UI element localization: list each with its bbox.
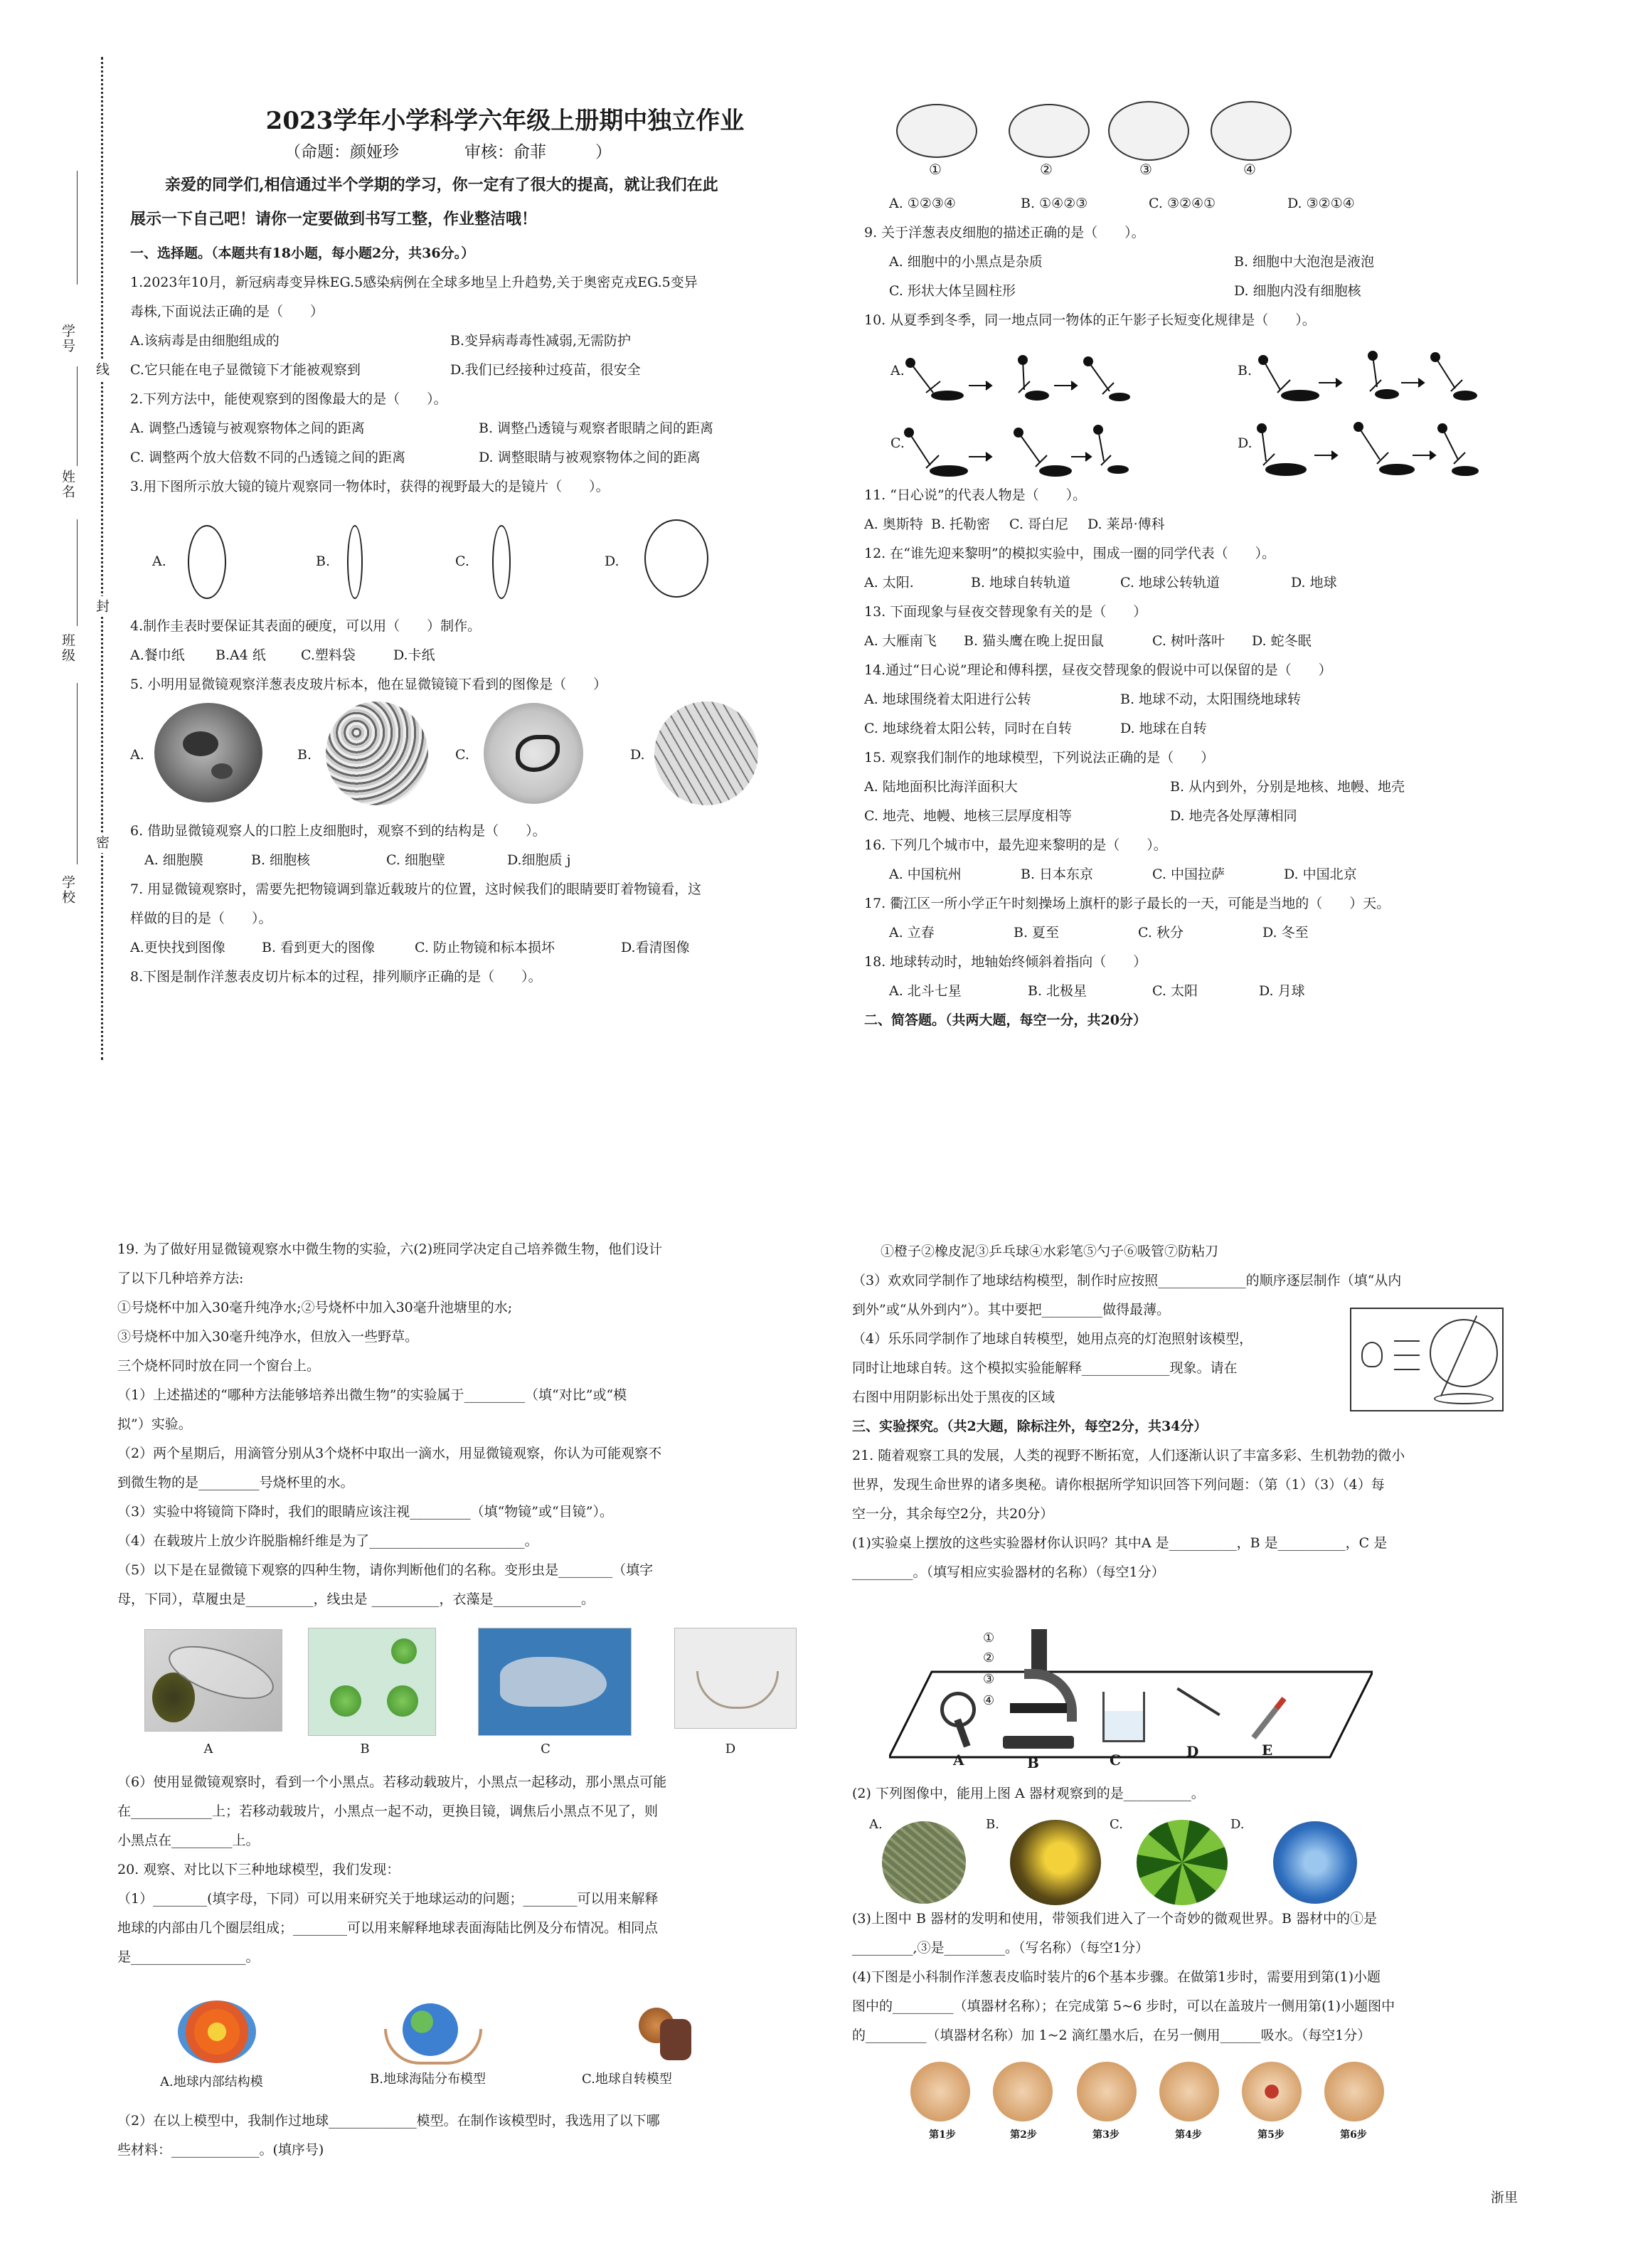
q20-part3-line-2: 到外”或“从外到内”）。其中要把_________做得最薄。 (852, 1302, 1171, 1318)
q19-tail-2: 在____________上；若移动载玻片，小黑点一起不动，更换目镜，调焦后小黑点不见了，则 (117, 1803, 659, 1819)
q17-stem: 17. 衢江区一所小学正午时刻操场上旗杆的影子最长的一天，可能是当地的（ ）天。 (864, 896, 1390, 911)
seal-text-secret: 密 (92, 832, 112, 853)
q9-options-row-1 (864, 248, 1504, 277)
school-field[interactable] (77, 683, 78, 864)
q1-options-row-1 (130, 327, 799, 356)
q13-options (864, 627, 1504, 656)
q10-label-c[interactable]: C. (890, 435, 905, 451)
q7-option-d[interactable]: D.看清图像 (621, 940, 690, 955)
q10-label-a[interactable]: A. (890, 363, 905, 378)
section1-heading: 一、选择题。（本题共有18小题，每小题2分，共36分。） (130, 245, 475, 261)
q15-options-row-2 (864, 802, 1504, 831)
q21-tail-4: 图中的_________（填器材名称）；在完成第 5~6 步时，可以在盖玻片一侧用第(1)小题图中 (852, 1998, 1395, 2014)
q3-label-b[interactable]: B. (316, 553, 331, 569)
q11-options (864, 510, 1504, 539)
q21-line-4: (1)实验桌上摆放的这些实验器材你认识吗？其中A 是__________，B 是__________，C 是 (852, 1535, 1388, 1551)
q18-option-a[interactable]: A. 北斗七星 (889, 983, 962, 999)
q1-option-b[interactable]: B.变异病毒毒性减弱,无需防护 (450, 333, 632, 349)
q20-tail-1: （2）在以上模型中，我制作过地球_____________模型。在制作该模型时，我选用了以下哪 (117, 2113, 660, 2129)
q14-options-row-1 (864, 685, 1504, 714)
q14-option-a[interactable]: A. 地球围绕着太阳进行公转 (864, 691, 1031, 707)
footer-mark: 浙里 (1491, 2190, 1519, 2205)
q20-tail-block (117, 2106, 800, 2164)
q6-option-b[interactable]: B. 细胞核 (251, 852, 311, 868)
student-id-field[interactable] (77, 171, 78, 285)
q18-option-b[interactable]: B. 北极星 (1028, 983, 1087, 999)
q19-line-4: ③号烧杯中加入30毫升纯净水，但放入一些野草。 (117, 1329, 419, 1345)
q15-stem: 15. 观察我们制作的地球模型，下列说法正确的是（ ） (864, 750, 1215, 765)
q20-line-4: 是_________________。 (117, 1949, 260, 1965)
q8-step-num-4: ④ (1243, 161, 1256, 178)
binding-dotted-line (101, 57, 103, 1060)
q15-option-a[interactable]: A. 陆地面积比海洋面积大 (864, 779, 1018, 795)
q1-stem-2: 毒株,下面说法正确的是（ ） (130, 304, 324, 319)
q11-option-d[interactable]: D. 莱昂·傅科 (1087, 516, 1165, 532)
page-authors: （命题：颜娅珍 审核：俞菲 ） (284, 143, 612, 161)
q21-tail-3: (4)下图是小科制作洋葱表皮临时装片的6个基本步骤。在做第1步时，需要用到第(1)小题 (852, 1969, 1381, 1985)
model-b-figure (384, 2001, 477, 2065)
lab-table-figure (889, 1615, 1373, 1771)
q7-stem-2: 样做的目的是（ ）。 (130, 911, 272, 926)
q16-stem: 16. 下列几个城市中，最先迎来黎明的是（ ）。 (864, 837, 1167, 853)
q19-line-9: 到微生物的是_________号烧杯里的水。 (117, 1475, 354, 1490)
q4-option-c[interactable]: C.塑料袋 (301, 647, 356, 663)
q19-tail-1: （6）使用显微镜观察时，看到一个小黑点。若移动载玻片，小黑点一起移动，那小黑点可能 (117, 1774, 667, 1790)
q7-option-b[interactable]: B. 看到更大的图像 (262, 940, 376, 955)
q9-options-row-2 (864, 277, 1504, 306)
q19-line-5: 三个烧杯同时放在同一个窗台上。 (117, 1358, 321, 1374)
q15-option-c[interactable]: C. 地壳、地幔、地核三层厚度相等 (864, 808, 1072, 824)
q21-img-label-a[interactable]: A. (869, 1817, 883, 1832)
q21-line-5: _________。（填写相应实验器材的名称）（每空1分） (852, 1564, 1165, 1580)
q5-label-c[interactable]: C. (455, 747, 469, 763)
q16-option-b[interactable]: B. 日本东京 (1021, 867, 1094, 882)
q3-lens-b (347, 525, 363, 599)
q21-image-a (882, 1821, 966, 1904)
q15-options-row-1 (864, 773, 1504, 802)
q4-option-b[interactable]: B.A4 纸 (216, 647, 266, 663)
q5-micrograph-d (654, 701, 758, 805)
q8-figure-3 (1108, 101, 1189, 161)
q20-part3-line-1: （3）欢欢同学制作了地球结构模型，制作时应按照_____________的顺序逐层制作（填“从内 (852, 1273, 1402, 1288)
q12-stem: 12. 在“谁先迎来黎明”的模拟实验中，围成一圈的同学代表（ ）。 (864, 546, 1276, 561)
q6-option-a[interactable]: A. 细胞膜 (144, 852, 203, 868)
q14-stem: 14.通过“日心说”理论和傅科摆，昼夜交替现象的假说中可以保留的是（ ） (864, 662, 1332, 678)
q20-part4-line-1: （4）乐乐同学制作了地球自转模型，她用点亮的灯泡照射该模型， (852, 1331, 1253, 1347)
lightbulb-icon (1361, 1342, 1383, 1367)
rotation-model-figure[interactable] (1350, 1308, 1504, 1411)
q7-option-c[interactable]: C. 防止物镜和标本损坏 (415, 940, 555, 955)
q5-micrograph-b (326, 701, 428, 805)
q14-option-d[interactable]: D. 地球在自转 (1120, 721, 1207, 736)
q19-line-6: （1）上述描述的“哪种方法能够培养出微生物”的实验属于_________（填“对比”或“模 (117, 1387, 627, 1403)
q21-tail-2: _________,③是_________。（写名称）（每空1分） (852, 1940, 1149, 1956)
q3-lens-a (188, 525, 226, 599)
q14-options-row-2 (864, 714, 1504, 743)
q19-line-1: 19. 为了做好用显微镜观察水中微生物的实验，六(2)班同学决定自己培养微生物，他们设计 (117, 1241, 663, 1257)
q3-label-a[interactable]: A. (152, 553, 166, 569)
equipment-label-d: D (1186, 1743, 1199, 1760)
q19-line-12: （5）以下是在显微镜下观察的四种生物，请你判断他们的名称。变形虫是________（填字 (117, 1562, 654, 1578)
q1-stem-1: 1.2023年10月，新冠病毒变异株EG.5感染病例在全球多地呈上升趋势,关于奥密克戎EG.5变异 (130, 275, 698, 290)
step-2-label: 第2步 (1010, 2129, 1037, 2141)
organism-photo-c (478, 1628, 632, 1736)
organism-label-b: B (360, 1742, 370, 1756)
q21-img-label-c[interactable]: C. (1110, 1817, 1123, 1832)
q10-diagram-c (898, 423, 1132, 484)
step-5-label: 第5步 (1257, 2129, 1285, 2141)
organism-photo-a (144, 1629, 282, 1732)
right-column-top (864, 189, 1504, 335)
beaker-icon (1102, 1692, 1145, 1742)
q10-stem: 10. 从夏季到冬季，同一地点同一物体的正午影子长短变化规律是（ ）。 (864, 312, 1316, 328)
q9-option-d[interactable]: D. 细胞内没有细胞核 (1234, 283, 1361, 299)
seal-text-line: 线 (92, 359, 112, 380)
q6-options (130, 846, 799, 875)
q7-options (130, 933, 799, 963)
q13-stem: 13. 下面现象与昼夜交替现象有关的是（ ） (864, 604, 1147, 620)
q11-option-a[interactable]: A. 奥斯特 (864, 516, 923, 532)
q11-option-c[interactable]: C. 哥白尼 (1009, 516, 1068, 532)
q19-line-2: 了以下几种培养方法: (117, 1271, 244, 1286)
equipment-label-c: C (1110, 1752, 1121, 1769)
q6-stem: 6. 借助显微镜观察人的口腔上皮细胞时，观察不到的结构是（ ）。 (130, 823, 546, 839)
q1-options-row-2 (130, 356, 799, 385)
q7-stem-1: 7. 用显微镜观察时，需要先把物镜调到靠近载玻片的位置，这时候我们的眼睛要盯着物镜看，这 (130, 881, 702, 897)
q8-options (864, 189, 1504, 218)
q5-label-b[interactable]: B. (297, 747, 312, 763)
q9-option-b[interactable]: B. 细胞中大泡泡是液泡 (1234, 254, 1375, 270)
microscope-icon (1003, 1629, 1081, 1750)
q10-label-b[interactable]: B. (1238, 363, 1253, 378)
scope-label-1: ① (983, 1631, 995, 1646)
step-4-photo (1159, 2062, 1219, 2121)
q21-line-2: 世界，发现生命世界的诸多奥秘。请你根据所学知识回答下列问题：（第（1）（3）（4）每 (852, 1477, 1385, 1493)
scope-label-3: ③ (983, 1672, 995, 1687)
q3-label-c[interactable]: C. (455, 553, 469, 569)
step-2-photo (993, 2062, 1053, 2121)
step-6-label: 第6步 (1340, 2129, 1367, 2141)
organism-label-a: A (203, 1742, 213, 1756)
scope-label-4: ④ (983, 1693, 995, 1708)
model-c-caption: C.地球自转模型 (582, 2072, 672, 2087)
q12-option-c[interactable]: C. 地球公转轨道 (1120, 575, 1220, 590)
right-column-mid (864, 481, 1504, 1035)
student-id-label: 学号 (60, 324, 75, 354)
q1-option-a[interactable]: A.该病毒是由细胞组成的 (130, 333, 280, 349)
q17-option-c[interactable]: C. 秋分 (1138, 925, 1184, 940)
q8-step-figures (882, 98, 1309, 184)
q3-lens-d (644, 519, 708, 598)
q2-stem: 2.下列方法中，能使观察到的图像最大的是（ ）。 (130, 391, 447, 407)
q13-option-a[interactable]: A. 大雁南飞 (864, 633, 937, 649)
q19-line-10: （3）实验中将镜筒下降时，我们的眼睛应该注视_________（填“物镜”或“目镜”）。 (117, 1504, 613, 1520)
q20-line-1: 20. 观察、对比以下三种地球模型，我们发现： (117, 1862, 400, 1877)
q16-option-d[interactable]: D. 中国北京 (1284, 867, 1357, 882)
q19-line-13: 母，下同），草履虫是__________，线虫是 __________，衣藻是_____________。 (117, 1591, 595, 1607)
q17-option-d[interactable]: D. 冬至 (1262, 925, 1309, 940)
q18-option-c[interactable]: C. 太阳 (1152, 983, 1198, 999)
q6-option-d[interactable]: D.细胞质 j (507, 852, 571, 868)
q10-diagram-d (1252, 420, 1479, 484)
q20-materials: ①橙子②橡皮泥③乒乓球④水彩笔⑤勺子⑥吸管⑦防粘刀 (881, 1244, 1219, 1259)
q18-options (864, 977, 1504, 1006)
class-field[interactable] (77, 519, 78, 626)
model-c-figure (632, 1998, 696, 2062)
q8-step-num-2: ② (1040, 161, 1053, 178)
q5-label-d[interactable]: D. (630, 747, 645, 763)
organism-label-c: C (541, 1742, 551, 1756)
q10-label-d[interactable]: D. (1238, 435, 1253, 451)
class-label: 班级 (60, 633, 75, 663)
q17-option-b[interactable]: B. 夏至 (1014, 925, 1060, 940)
q19-line-7: 拟”）实验。 (117, 1416, 192, 1432)
globe-stand (1434, 1393, 1494, 1404)
page-title: 2023学年小学科学六年级上册期中独立作业 (265, 107, 745, 135)
left-column-mid (130, 612, 799, 699)
name-label: 姓名 (60, 470, 75, 499)
q8-stem: 8.下图是制作洋葱表皮切片标本的过程，排列顺序正确的是（ ）。 (130, 969, 542, 985)
section2-heading: 二、简答题。（共两大题，每空一分，共20分） (864, 1012, 1147, 1028)
q2-option-a[interactable]: A. 调整凸透镜与被观察物体之间的距离 (130, 420, 365, 436)
q19-block (117, 1234, 800, 1613)
q13-option-c[interactable]: C. 树叶落叶 (1152, 633, 1225, 649)
equipment-label-e: E (1262, 1742, 1273, 1759)
q18-stem: 18. 地球转动时，地轴始终倾斜着指向（ ） (864, 954, 1147, 970)
globe-circle[interactable] (1430, 1319, 1498, 1387)
q11-stem: 11. “日心说”的代表人物是（ ）。 (864, 487, 1087, 503)
step-4-label: 第4步 (1175, 2129, 1202, 2141)
q17-option-a[interactable]: A. 立春 (889, 925, 935, 940)
q2-option-d[interactable]: D. 调整眼睛与被观察物体之间的距离 (479, 450, 701, 465)
q1-option-d[interactable]: D.我们已经接种过疫苗，很安全 (450, 362, 641, 378)
q12-options (864, 568, 1504, 598)
school-label: 学校 (60, 875, 75, 905)
q20-part4-line-2: 同时让地球自转。这个模拟实验能解释_____________现象。请在 (852, 1360, 1238, 1376)
left-column-top (130, 239, 799, 502)
model-a-caption: A.地球内部结构模 (160, 2074, 263, 2089)
q3-stem: 3.用下图所示放大镜的镜片观察同一物体时，获得的视野最大的是镜片（ ）。 (130, 479, 610, 494)
q20-right-block (852, 1236, 1521, 1586)
greeting-line-1: 亲爱的同学们,相信通过半个学期的学习，你一定有了很大的提高，就让我们在此 (165, 176, 718, 194)
q21-img-label-d[interactable]: D. (1230, 1817, 1245, 1832)
q15-option-d[interactable]: D. 地壳各处厚薄相同 (1170, 808, 1297, 824)
step-1-label: 第1步 (929, 2129, 956, 2141)
q17-options (864, 918, 1504, 948)
q10-diagram-a (898, 353, 1132, 410)
q12-option-d[interactable]: D. 地球 (1291, 575, 1337, 590)
section3-heading: 三、实验探究。（共2大题，除标注外，每空2分，共34分） (852, 1419, 1208, 1434)
step-5-photo (1242, 2062, 1302, 2121)
q2-options-row-2 (130, 443, 799, 472)
q21-image-b (1010, 1820, 1101, 1905)
q15-option-b[interactable]: B. 从内到外，分别是地核、地幔、地壳 (1170, 779, 1405, 795)
q8-figure-1 (896, 104, 977, 158)
q14-option-b[interactable]: B. 地球不动，太阳围绕地球转 (1120, 691, 1302, 707)
q14-option-c[interactable]: C. 地球绕着太阳公转，同时在自转 (864, 721, 1072, 736)
q19-line-8: （2）两个星期后，用滴管分别从3个烧杯中取出一滴水，用显微镜观察，你认为可能观察不 (117, 1446, 662, 1461)
q5-micrograph-a (154, 703, 262, 802)
q4-option-d[interactable]: D.卡纸 (393, 647, 435, 663)
q2-option-b[interactable]: B. 调整凸透镜与观察者眼睛之间的距离 (479, 420, 714, 436)
organism-label-d: D (725, 1742, 736, 1756)
model-b-caption: B.地球海陆分布模型 (370, 2072, 486, 2087)
q13-option-d[interactable]: D. 蛇冬眠 (1252, 633, 1312, 649)
q19-tail-block (117, 1767, 800, 1971)
q21-part2-stem: (2) 下列图像中，能用上图 A 器材观察到的是__________。 (852, 1786, 1205, 1801)
q8-figure-2 (1009, 104, 1090, 158)
q16-option-a[interactable]: A. 中国杭州 (889, 867, 962, 882)
q3-lens-c (492, 525, 511, 599)
q16-options (864, 860, 1504, 889)
light-ray-3 (1394, 1369, 1420, 1370)
q20-line-3: 地球的内部由几个圈层组成；________可以用来解释地球表面海陆比例及分布情况。相同点 (117, 1920, 659, 1936)
q8-option-b[interactable]: B. ①④②③ (1021, 196, 1088, 211)
q9-option-c[interactable]: C. 形状大体呈圆柱形 (889, 283, 1016, 299)
scope-label-2: ② (983, 1650, 995, 1665)
organism-photo-b (308, 1628, 436, 1736)
q20-part4-line-3: 右图中用阴影标出处于黑夜的区域 (852, 1389, 1055, 1405)
q3-label-d[interactable]: D. (605, 553, 619, 569)
light-ray-2 (1394, 1355, 1420, 1356)
q8-step-num-1: ① (929, 161, 942, 178)
q12-option-b[interactable]: B. 地球自转轨道 (971, 575, 1071, 590)
q8-option-d[interactable]: D. ③②①④ (1287, 196, 1355, 211)
q19-line-11: （4）在载玻片上放少许脱脂棉纤维是为了_______________________。 (117, 1533, 538, 1549)
q21-line-1: 21. 随着观察工具的发展，人类的视野不断拓宽，人们逐渐认识了丰富多彩、生机勃勃的微小 (852, 1448, 1405, 1463)
step-3-photo (1077, 2062, 1137, 2121)
q8-option-a[interactable]: A. ①②③④ (889, 196, 956, 211)
q20-tail-2: 些材料：_____________。(填序号) (117, 2142, 324, 2158)
q21-line-3: 空一分，其余每空2分，共20分） (852, 1506, 1054, 1522)
q21-img-label-b[interactable]: B. (986, 1817, 999, 1832)
name-field[interactable] (77, 366, 78, 466)
organism-photo-d (674, 1628, 797, 1729)
q21-image-c (1137, 1820, 1228, 1905)
q8-figure-4 (1211, 101, 1292, 161)
q21-tail-5: 的_________（填器材名称）加 1~2 滴红墨水后，在另一侧用______吸水。（每空1分） (852, 2028, 1371, 2043)
step-1-photo (910, 2062, 970, 2121)
q5-label-a[interactable]: A. (130, 747, 144, 763)
q2-option-c[interactable]: C. 调整两个放大倍数不同的凸透镜之间的距离 (130, 450, 405, 465)
model-a-figure (178, 2001, 256, 2063)
q11-option-b[interactable]: B. 托勒密 (931, 516, 991, 532)
q19-line-3: ①号烧杯中加入30毫升纯净水;②号烧杯中加入30毫升池塘里的水; (117, 1300, 513, 1315)
q1-option-c[interactable]: C.它只能在电子显微镜下才能被观察到 (130, 362, 361, 378)
q20-line-2: （1）________(填字母，下同）可以用来研究关于地球运动的问题；________可以用来解释 (117, 1891, 659, 1907)
q2-options-row-1 (130, 414, 799, 443)
equipment-label-a: A (953, 1752, 964, 1769)
q16-option-c[interactable]: C. 中国拉萨 (1152, 867, 1225, 882)
q5-micrograph-c (484, 703, 583, 804)
q9-option-a[interactable]: A. 细胞中的小黑点是杂质 (889, 254, 1043, 270)
step-3-label: 第3步 (1092, 2129, 1120, 2141)
greeting-line-2: 展示一下自己吧！请你一定要做到书写工整，作业整洁哦！ (130, 210, 538, 228)
q21-image-d (1273, 1821, 1357, 1904)
step-6-photo (1324, 2062, 1384, 2121)
q21-tail-1: (3)上图中 B 器材的发明和使用，带领我们进入了一个奇妙的微观世界。B 器材中的①是 (852, 1911, 1377, 1927)
q4-option-a[interactable]: A.餐巾纸 (130, 647, 185, 663)
q8-option-c[interactable]: C. ③②④① (1149, 196, 1216, 211)
q4-options (130, 641, 799, 670)
light-ray-1 (1394, 1340, 1420, 1342)
seal-text-seal: 封 (92, 596, 112, 617)
q18-option-d[interactable]: D. 月球 (1259, 983, 1305, 999)
equipment-label-b: B (1027, 1754, 1039, 1771)
q10-diagram-b (1252, 349, 1479, 408)
q4-stem: 4.制作圭表时要保证其表面的硬度，可以用（ ）制作。 (130, 618, 482, 634)
q6-option-c[interactable]: C. 细胞壁 (386, 852, 445, 868)
q9-stem: 9. 关于洋葱表皮细胞的描述正确的是（ ）。 (864, 225, 1145, 240)
q5-stem: 5. 小明用显微镜观察洋葱表皮玻片标本，他在显微镜镜下看到的图像是（ ） (130, 677, 607, 692)
left-column-bottom (130, 817, 799, 992)
q12-option-a[interactable]: A. 太阳. (864, 575, 914, 590)
q21-tail-block (852, 1904, 1521, 2050)
q13-option-b[interactable]: B. 猫头鹰在晚上捉田鼠 (964, 633, 1105, 649)
q8-step-num-3: ③ (1139, 161, 1152, 178)
q7-option-a[interactable]: A.更快找到图像 (130, 940, 225, 955)
q19-tail-3: 小黑点在_________上。 (117, 1833, 260, 1848)
